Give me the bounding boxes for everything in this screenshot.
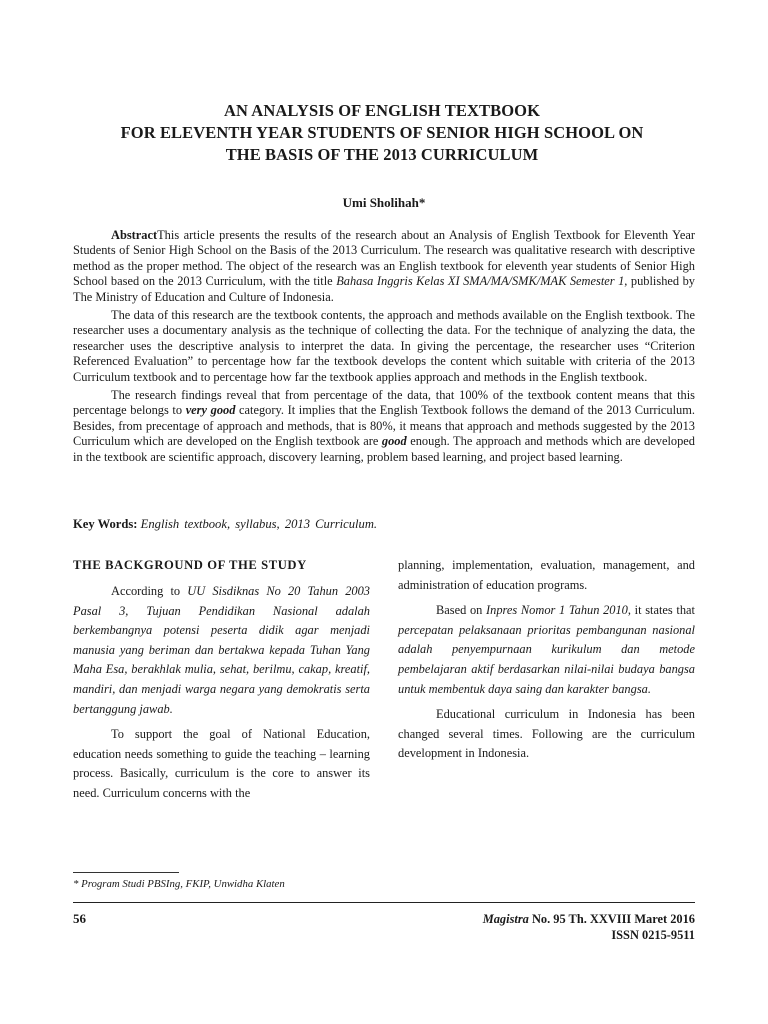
right-text-2a: Based on bbox=[436, 603, 487, 618]
abstract-paragraph-2: The data of this research are the textbook contents, the approach and methods available on the English textbook. The researcher uses a documentary analysis as the technique of collecting the data. For the technique of analyzing the data, the researcher uses the descriptive analysis to interpret the data. In giving the percentage, the researcher uses “Criterion Referenced Evaluation” to percentage how far the textbook develops the content which suitable with criteria of the 2013 Curriculum textbook and to percentage how far the textbook applies approach and methods in the English textbook. bbox=[73, 308, 695, 384]
journal-issue: No. 95 Th. XXVIII Maret 2016 bbox=[528, 912, 695, 926]
paper-title bbox=[60, 100, 704, 166]
abstract-emphasis-good: good bbox=[381, 434, 407, 449]
abstract-paragraph-3 bbox=[73, 388, 695, 465]
abstract bbox=[73, 228, 695, 468]
abstract-text-3a: The research findings reveal that from percentage of the data, that 100% of the textbook content means that this percentage belongs to bbox=[73, 388, 695, 418]
left-text-1a: According to bbox=[111, 584, 188, 598]
footnote: * Program Studi PBSIng, FKIP, Unwidha Klaten bbox=[73, 878, 285, 890]
right-text-2b: , it states that bbox=[627, 603, 695, 618]
section-heading: THE BACKGROUND OF THE STUDY bbox=[73, 558, 307, 572]
abstract-text-1a: This article presents the results of the research about an Analysis of English Textbook for Eleventh Year Students of Senior High School on the Basis of the 2013 Curriculum. The research was qualitative research with descriptive method as the proper method. The object of the research was an English textbook for eleventh year students of Senior High School based on the 2013 Curriculum, with the title bbox=[73, 228, 695, 289]
journal-issn: ISSN 0215-9511 bbox=[611, 928, 695, 942]
right-quote-italic: percepatan pelaksanaan prioritas pembangunan nasional adalah penyempurnaan kurikulum dan metode pembelajaran aktif berdasarkan nilai-nilai budaya bangsa untuk membentuk daya saing dan karakter bangsa. bbox=[398, 622, 695, 696]
right-reference: Inpres Nomor 1 Tahun 2010 bbox=[486, 603, 628, 618]
abstract-text-3c: enough. The approach and methods which are developed in the textbook are scientific approach, discovery learning, problem based learning, and project based learning. bbox=[73, 434, 695, 464]
abstract-text-1b: , published by The Ministry of Education and Culture of Indonesia. bbox=[73, 274, 695, 304]
footer-divider bbox=[73, 902, 695, 903]
abstract-text-3b: category. It implies that the English Textbook follows the demand of the 2013 Curriculum. Besides, from precentage of approach and methods, that is 80%, it means that approach and methods suggested by the 2013 Curriculum which are developed on the English textbook are bbox=[73, 403, 695, 449]
left-paragraph-1 bbox=[73, 582, 370, 719]
journal-info bbox=[483, 911, 695, 943]
right-paragraph-1: planning, implementation, evaluation, management, and administration of education programs. bbox=[398, 558, 695, 592]
title-line-2: FOR ELEVENTH YEAR STUDENTS OF SENIOR HIGH SCHOOL ON bbox=[120, 123, 644, 142]
author-name: Umi Sholihah* bbox=[342, 195, 426, 210]
right-paragraph-3: Educational curriculum in Indonesia has been changed several times. Following are the curriculum development in Indonesia. bbox=[398, 707, 695, 761]
abstract-paragraph-1 bbox=[73, 228, 695, 305]
left-quote-italic: UU Sisdiknas No 20 Tahun 2003 Pasal 3, Tujuan Pendidikan Nasional adalah berkembangnya potensi peserta didik agar menjadi manusia yang beriman dan bertakwa kepada Tuhan Yang Maha Esa, berakhlak mulia, sehat, berilmu, cakap, kreatif, mandiri, dan menjadi warga negara yang demokratis serta bertanggung jawab. bbox=[73, 584, 370, 716]
right-paragraph-2 bbox=[398, 601, 695, 699]
keywords-label: Key Words: bbox=[73, 517, 138, 531]
abstract-emphasis-very-good: very good bbox=[185, 403, 236, 418]
keywords bbox=[73, 516, 695, 532]
title-line-1: AN ANALYSIS OF ENGLISH TEXTBOOK bbox=[223, 101, 541, 120]
title-line-3: THE BASIS OF THE 2013 CURRICULUM bbox=[225, 145, 539, 164]
right-column bbox=[398, 556, 695, 770]
left-column bbox=[73, 556, 370, 810]
abstract-book-title: Bahasa Inggris Kelas XI SMA/MA/SMK/MAK Semester 1 bbox=[336, 274, 625, 289]
page-number: 56 bbox=[73, 911, 86, 926]
footnote-divider bbox=[73, 872, 179, 873]
left-paragraph-2: To support the goal of National Education, education needs something to guide the teaching – learning process. Basically, curriculum is the core to answer its need. Curriculum concerns with the bbox=[73, 727, 370, 800]
keywords-value: English textbook, syllabus, 2013 Curriculum. bbox=[140, 517, 378, 531]
journal-name: Magistra bbox=[482, 912, 529, 926]
abstract-label: Abstract bbox=[111, 228, 158, 242]
